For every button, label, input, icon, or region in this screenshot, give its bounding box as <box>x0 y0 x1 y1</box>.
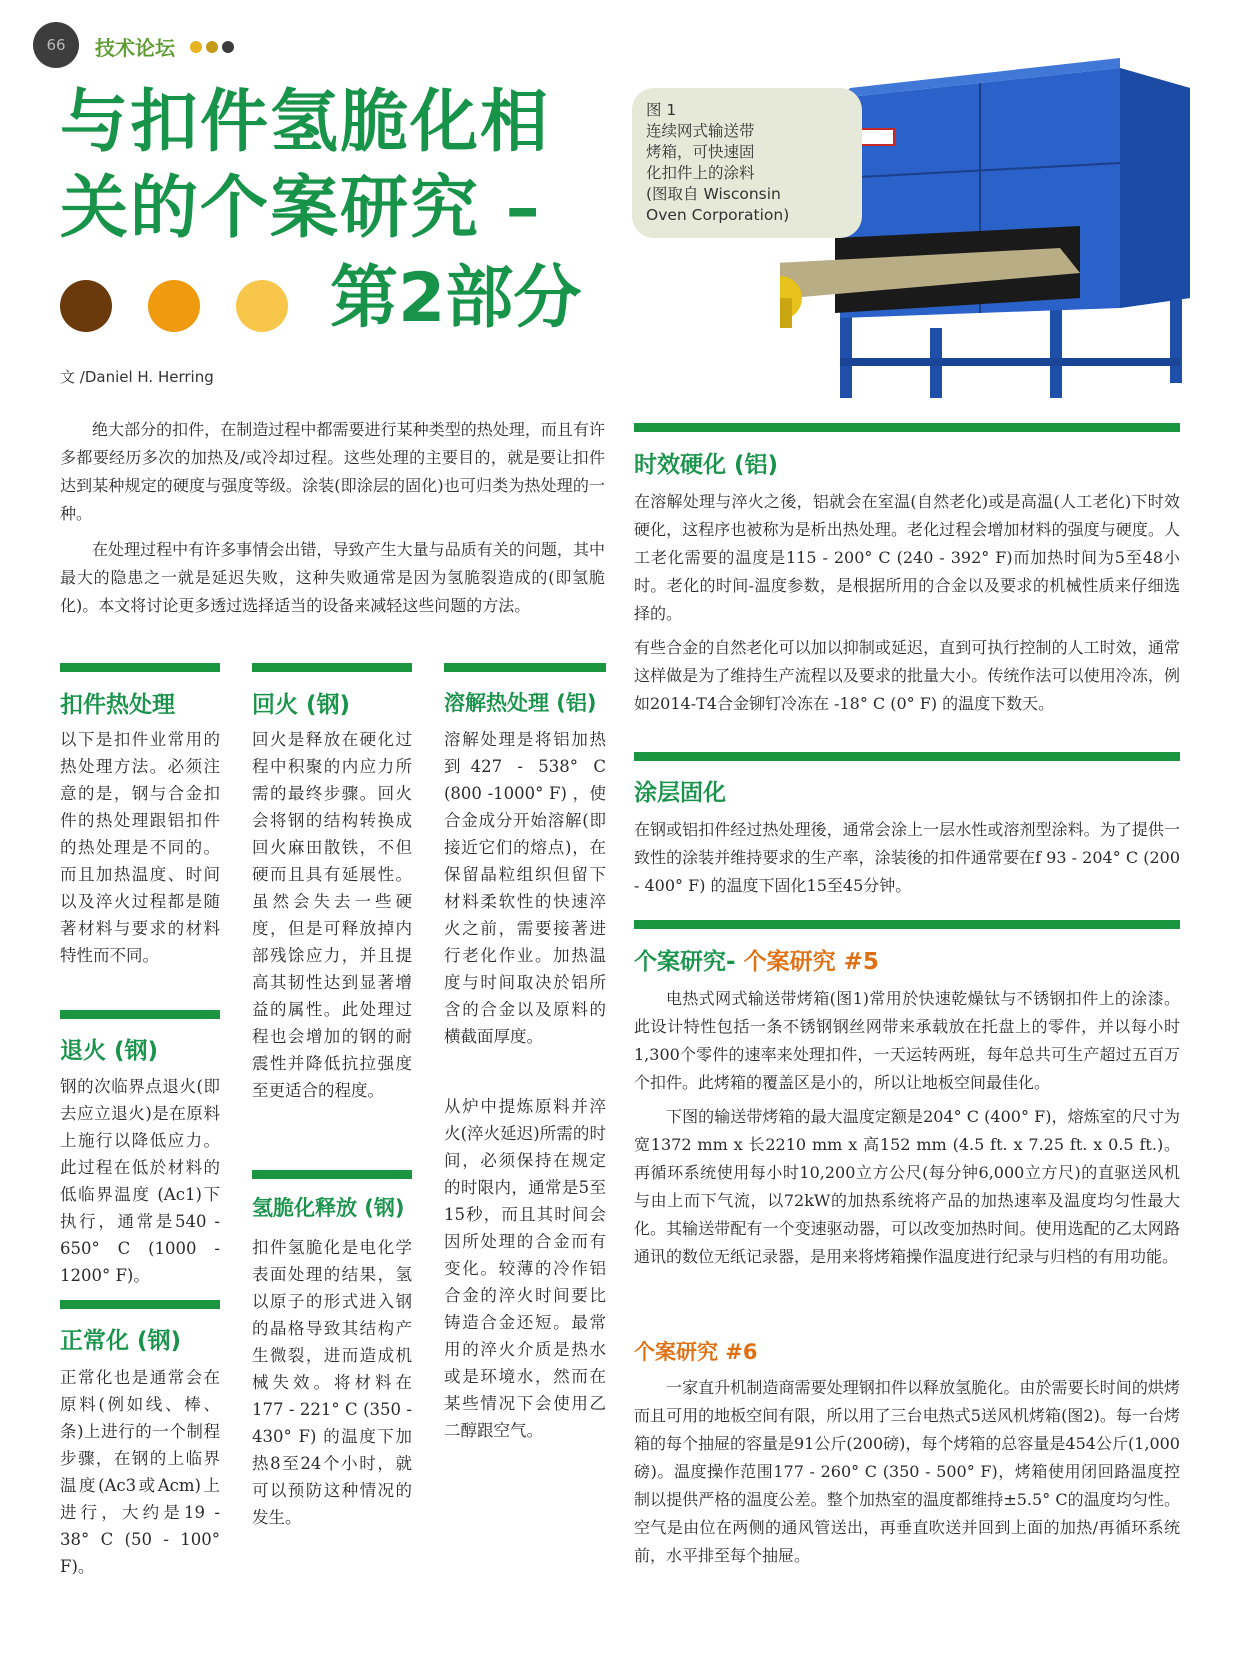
heading-age-hardening: 时效硬化 (铝) <box>634 452 779 478</box>
header-dot-3 <box>222 41 234 53</box>
heading-case-study-6: 个案研究 #6 <box>634 1340 758 1364</box>
body-quench-delay: 从炉中提炼原料并淬火(淬火延迟)所需的时间，必须保持在规定的时限内，通常是5至15秒，而且其时间会因所处理的合金而有变化。较薄的冷作铝合金的淬火时间要比铸造合金还短。最常用的淬火介质是热水或是环境水，然而在某些情况下会使用乙二醇跟空气。 <box>444 1097 606 1440</box>
heading-normalizing: 正常化 (钢) <box>60 1328 182 1354</box>
section-label: 技术论坛 <box>95 36 175 60</box>
body-fastener-heat-treat: 以下是扣件业常用的热处理方法。必须注意的是，钢与合金扣件的热处理跟铝扣件的热处理是不同的。而且加热温度、时间以及淬火过程都是随著材料与要求的材料特性而不同。 <box>60 730 220 965</box>
intro-paragraph: 在处理过程中有许多事情会出错，导致产生大量与品质有关的问题，其中最大的隐患之一就是延迟失败，这种失败通常是因为氢脆裂造成的(即氢脆化)。本文将讨论更多透过选择适当的设备来减轻这些问题的方法。 <box>60 540 605 615</box>
paragraph: 电热式网式输送带烤箱(图1)常用於快速乾燥钛与不锈钢扣件上的涂漆。此设计特性包括一条不锈钢钢丝网带来承载放在托盘上的零件，并以每小时1,300个零件的速率来处理扣件，一天运转两班，每年总共可生产超过五百万个扣件。此烤箱的覆盖区是小的，所以让地板空间最佳化。 <box>634 989 1180 1092</box>
title-dot-yellow <box>236 280 288 332</box>
intro-text <box>60 416 605 628</box>
heading-hydrogen-relief: 氢脆化释放 (钢) <box>252 1196 405 1220</box>
body-solution-treat: 溶解处理是将铝加热到427 - 538° C (800 -1000° F) ，使合金成分开始溶解(即接近它们的熔点)，在保留晶粒组织但留下材料柔软性的快速淬火之前，需要接著进行老化作业。加热温度与时间取决於铝所含的合金以及原料的横截面厚度。 <box>444 730 606 1046</box>
paragraph: 在钢或铝扣件经过热处理後，通常会涂上一层水性或溶剂型涂料。为了提供一致性的涂装并维持要求的生产率，涂装後的扣件通常要在f 93 - 204° C (200 - 400° F) 的温度下固化15至45分钟。 <box>634 820 1180 895</box>
section-bar <box>444 663 606 672</box>
body-normalizing: 正常化也是通常会在原料(例如线、棒、条)上进行的一个制程步骤，在钢的上临界温度(Ac3或Acm)上进行，大约是19 - 38° C (50 - 100° F)。 <box>60 1368 220 1576</box>
page-number: 66 <box>33 22 79 68</box>
body-tempering: 回火是释放在硬化过程中积聚的内应力所需的最终步骤。回火会将钢的结构转换成回火麻田散铁，不但硬而且具有延展性。虽然会失去一些硬度，但是可释放掉内部残馀应力，并且提高其韧性达到显著增益的属性。此处理过程也会增加的钢的耐震性并降低抗拉强度至更适合的程度。 <box>252 730 412 1100</box>
heading-coating-cure: 涂层固化 <box>634 780 726 806</box>
article-title <box>60 80 620 252</box>
title-dot-brown <box>60 280 112 332</box>
caption-line: (图取自 Wisconsin <box>646 185 781 203</box>
figure-caption <box>632 88 862 238</box>
section-bar <box>634 920 1180 929</box>
heading-fastener-heat-treat: 扣件热处理 <box>60 692 175 718</box>
title-line-2: 关的个案研究 – <box>60 169 542 248</box>
paragraph: 在溶解处理与淬火之後，铝就会在室温(自然老化)或是高温(人工老化)下时效硬化，这程序也被称为是析出热处理。老化过程会增加材料的强度与硬度。人工老化需要的温度是115 - 200° C (240 - 392° F)而加热时间为5至48小时。老化的时间-温度参数，是根据所用的合金以及要求的机械性质来仔细选择的。 <box>634 492 1180 623</box>
caption-line: 图 1 <box>646 101 677 119</box>
paragraph: 一家直升机制造商需要处理钢扣件以释放氢脆化。由於需要长时间的烘烤而且可用的地板空间有限，所以用了三台电热式5送风机烤箱(图2)。每一台烤箱的每个抽屉的容量是91公斤(200磅)，每个烤箱的总容量是454公斤(1,000磅)。温度操作范围177 - 260° C (350 - 500° F)，烤箱使用闭回路温度控制以提供严格的温度公差。整个加热室的温度都维持±5.5° C的温度均匀性。空气是由位在两侧的通风管送出，再垂直吹送并回到上面的加热/再循环系统前，水平排至每个抽屉。 <box>634 1378 1180 1565</box>
body-coating-cure <box>634 816 1180 906</box>
title-line-3: 第2部分 <box>330 259 582 338</box>
header-dot-2 <box>206 41 218 53</box>
author-byline: 文 /Daniel H. Herring <box>60 368 214 386</box>
body-case-study-5 <box>634 985 1180 1277</box>
paragraph: 下图的输送带烤箱的最大温度定额是204° C (400° F)，熔炼室的尺寸为宽1372 mm x 长2210 mm x 高152 mm (4.5 ft. x 7.25 ft. x 0.5 ft.)。再循环系统使用每小时10,200立方公尺(每分钟6,000立方尺)的直驱送风机与由上而下气流，以72kW的加热系统将产品的加热速率及温度均匀性最大化。其输送带配有一个变速驱动器，可以改变加热时间。使用选配的乙太网路通讯的数位无纸记录器，是用来将烤箱操作温度进行纪录与归档的有用功能。 <box>634 1107 1180 1266</box>
caption-line: 连续网式输送带 <box>646 122 755 140</box>
heading-solution-treat: 溶解热处理 (铝) <box>444 691 597 715</box>
section-bar <box>634 423 1180 432</box>
section-bar <box>252 663 412 672</box>
case-study-number: 个案研究 #5 <box>743 949 879 975</box>
caption-line: 烤箱，可快速固 <box>646 143 755 161</box>
body-annealing: 钢的次临界点退火(即去应立退火)是在原料上施行以降低应力。此过程在低於材料的低临界温度 (Ac1)下执行，通常是540 - 650° C (1000 - 1200° F)。 <box>60 1077 220 1285</box>
body-age-hardening <box>634 488 1180 724</box>
caption-line: 化扣件上的涂料 <box>646 164 755 182</box>
section-bar <box>60 663 220 672</box>
title-dot-orange <box>148 280 200 332</box>
section-bar <box>60 1300 220 1309</box>
section-bar <box>252 1170 412 1179</box>
heading-case-study-5 <box>634 943 879 976</box>
paragraph: 有些合金的自然老化可以加以抑制或延迟，直到可执行控制的人工时效，通常这样做是为了维持生产流程以及要求的批量大小。传统作法可以使用冷冻，例如2014-T4合金铆钉冷冻在 -18° C (0° F) 的温度下数天。 <box>634 638 1180 713</box>
heading-tempering: 回火 (钢) <box>252 692 351 718</box>
header-dot-1 <box>190 41 202 53</box>
case-study-label: 个案研究- <box>634 949 744 975</box>
body-case-study-6 <box>634 1374 1180 1576</box>
section-bar <box>634 752 1180 761</box>
heading-annealing: 退火 (钢) <box>60 1038 159 1064</box>
caption-line: Oven Corporation) <box>646 206 790 224</box>
body-hydrogen-relief: 扣件氢脆化是电化学表面处理的结果，氢以原子的形式进入钢的晶格导致其结构产生微裂，进而造成机械失效。将材料在177 - 221° C (350 - 430° F) 的温度下加热8至24个小时，就可以预防这种情况的发生。 <box>252 1238 412 1527</box>
title-line-1: 与扣件氢脆化相 <box>60 83 551 162</box>
intro-paragraph: 绝大部分的扣件，在制造过程中都需要进行某种类型的热处理，而且有许多都要经历多次的加热及/或冷却过程。这些处理的主要目的，就是要让扣件达到某种规定的硬度与强度等级。涂装(即涂层的固化)也可归类为热处理的一种。 <box>60 420 605 523</box>
section-bar <box>60 1010 220 1019</box>
